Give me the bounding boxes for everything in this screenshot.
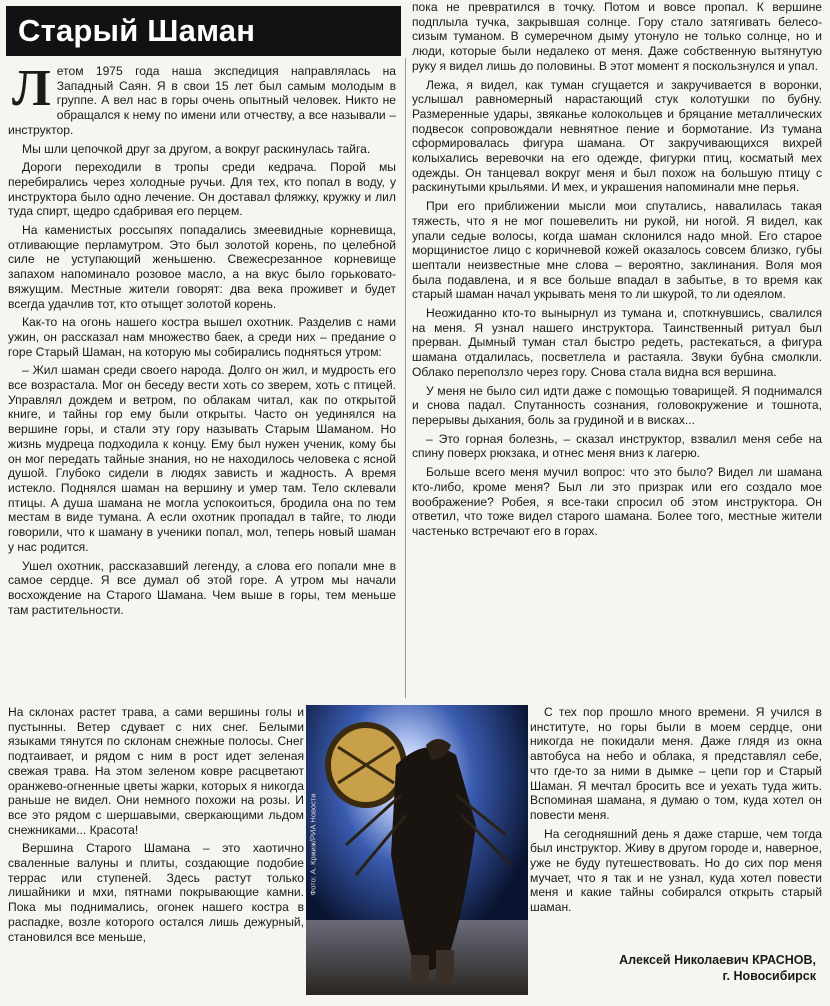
paragraph: Дороги переходили в тропы среди кедрача. Порой мы перебирались через холодные ручьи. Для тех, кто попал в воду, у инструктора было одно лечение. Он доставал фляжку, кружку и лил туда спирт, щедро сдабривая его перцем. [8,160,396,219]
paragraph: Вершина Старого Шамана – это хаотично сваленные валуны и плиты, создающие подобие террас или ступеней. Здесь растут только лишайники и мхи, пятнами покрывающие камни. Пока мы поднимались, огонек нашего костра в распадке, возле которого остался лишь дежурный, становился все меньше, [8,841,304,944]
paragraph: На сегодняшний день я даже старше, чем тогда был инструктор. Живу в другом городе и, наверное, уже не буду путешествовать. Но до сих пор меня мучает, что я так и не узнал, куда хотел повести меня и какие тайны собирался открыть старый шаман. [530,826,822,915]
paragraph: На каменистых россыпях попадались змеевидные корневища, отливающие перламутром. Это был золотой корень, по целебной силе не уступающий женьшеню. Свежесрезанное корневище запахом напоминало розовое масло, а на вкус было горьковато-вяжущим. Местные жители говорят: два века проживет и будет всегда удачлив тот, кто отыщет золотой корень. [8,223,396,311]
author-city: г. Новосибирск [722,969,816,983]
drop-cap: Л [12,60,51,117]
paragraph: Как-то на огонь нашего костра вышел охотник. Разделив с нами ужин, он рассказал нам множество баек, а среди них – предание о горе Старый Шаман, на которую мы собирались подняться утром: [8,315,396,359]
author-name: Алексей Николаевич КРАСНОВ, [619,953,816,967]
paragraph: При его приближении мысли мои спутались, навалилась такая тяжесть, что я не мог пошевелить ни рукой, ни ногой. Я видел, как упали седые волосы, когда шаман склонился надо мной. Его старое морщинистое лицо с коричневой кожей оказалось совсем близко, губы шептали неизвестные мне слова – вероятно, заклинания. Воля моя была подавлена, и я все больше впадал в забытье, в то время как старый шаман начал укрывать меня то ли шкурой, то ли одеялом. [412,199,822,302]
paragraph: Неожиданно кто-то вынырнул из тумана и, споткнувшись, свалился на меня. Я узнал нашего инструктора. Таинственный ритуал был прерван. Дымный туман стал быстро редеть, растекаться, а фигура шамана отдалилась, посветлела и растаяла. Звуки бубна смолкли. Облако переползло через гору. Снова стала видна вся вершина. [412,306,822,379]
right-column [412,0,822,543]
paragraph: На склонах растет трава, а сами вершины голы и пустынны. Ветер сдувает с них снег. Белыми языками тянутся по склонам снежные полосы. Снег подтаивает, и рядом с ним в рост идет зеленая свежая трава. На этом зеленом ковре расцветают оранжево-огненные цветы жарки, которых я никогда раньше не видел. Они немного похожи на розы. И все это рядом с шершавыми, сверкающими льдом снежниками... Красота! [8,705,304,837]
paragraph: Лежа, я видел, как туман сгущается и закручивается в воронки, услышал равномерный нарастающий стук колотушки по бубну. Размеренные удары, звяканье колокольцев и бряцание металлических подвесок сопровождали невнятное пение и бормотание. Из тумана сформировалась фигура шамана. От закручивающихся вихрей колыхались веревочки на его одежде, фигурки птиц, косматый мех одежды. Он танцевал вокруг меня и был похож на большую птицу с раскинутыми крыльями. И мех, и украшения напоминали мне перья. [412,77,822,195]
column-divider [405,58,406,698]
paragraph: Ушел охотник, рассказавший легенду, а слова его попали мне в самое сердце. Я все думал об этой горе. А утром мы начали восхождение на Старого Шамана. Чем выше в горы, тем меньше там растительности. [8,558,396,617]
shaman-with-drum-photo [306,705,528,995]
paragraph: Мы шли цепочкой друг за другом, а вокруг раскинулась тайга. [22,141,371,156]
left-column [8,60,396,621]
author-signature [619,952,816,984]
paragraph: С тех пор прошло много времени. Я учился в институте, но горы были в моем сердце, они никогда не покидали меня. Даже глядя из окна автобуса на небо и облака, я представлял себе, что где-то за ними в дымке – цепи гор и Старый Шаман. Я мечтал бросить все и уехать туда жить. Вспоминая шамана, я думаю о том, куда хотел он повести меня. [530,705,822,822]
shaman-photo [306,705,528,995]
right-bottom-column [530,705,822,919]
paragraph: – Жил шаман среди своего народа. Долго он жил, и мудрость его все возрастала. Мог он беседу вести хоть со зверем, хоть с птицей. Управлял дождем и ветром, по облакам читал, как по открытой книге, и тайны гор ему были открыты. Часто он уединялся на вершине горы, и стали эту гору называть Старым Шаманом. Но жизнь мудреца подходила к концу. Ему был нужен ученик, кому бы он мог передать тайные знания, но не находилось человека с ясной душой. Глубоко сидели в людях зависть и жадность. А время истекло. Поднялся шаман на вершину и умер там. Тело склевали птицы. А душа шамана не могла успокоиться, бродила она по тем местам в виде тумана. А если охотник пропадал в тайге, то люди говорили, что к шаману в ученики попал, мол, теперь новый шаман у нас родится. [8,363,396,554]
paragraph: пока не превратился в точку. Потом и вовсе пропал. К вершине подплыла тучка, закрывшая солнце. Гору стало затягивать белесо-сизым туманом. В сумеречном дыму утонуло не только солнце, но и люди, которые были недалеко от меня. Даже собственную вытянутую руку я видел лишь до половины. В этот момент я поскользнулся и упал. [412,0,822,73]
paragraph: – Это горная болезнь, – сказал инструктор, взвалил меня себе на спину поверх рюкзака, и отнес меня вниз к лагерю. [412,431,822,461]
article-title: Старый Шаман [6,6,401,56]
photo-credit: Фото: А. Кржиж/РИА Новости [308,793,318,896]
paragraph: У меня не было сил идти даже с помощью товарищей. Я поднимался и снова падал. Спутанность сознания, головокружение и тошнота, перерывы дыхания, боль за грудиной и в висках... [412,383,822,427]
paragraph: етом 1975 года наша экспедиция направлялась на Западный Саян. Я в свои 15 лет был самым молодым в группе. А вел нас в горы очень опытный человек. Никто не обращался к нему по имени или отчеству, а все называли – инструктор. [8,64,396,137]
left-bottom-column [8,705,304,948]
paragraph: Больше всего меня мучил вопрос: что это было? Видел ли шамана кто-либо, кроме меня? Был ли это призрак или его создало мое воображение? Робея, я все-таки спросил об этом инструктора. Он ответил, что тоже видел старого шамана. Более того, местные жители частенько встречают его в горах. [412,465,822,538]
